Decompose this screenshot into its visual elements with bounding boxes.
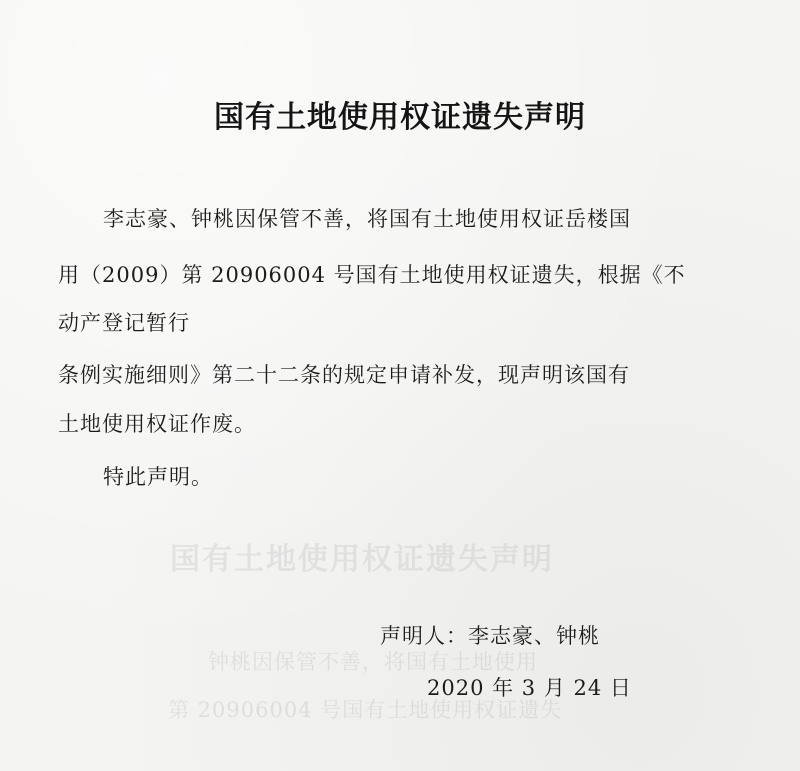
body-line-1: 李志豪、钟桃因保管不善，将国有土地使用权证岳楼国 [103, 207, 631, 231]
body-line-3: 动产登记暂行 [58, 311, 190, 335]
bleed-through-title: 国有土地使用权证遗失声明 [170, 542, 554, 577]
body-line-5: 土地使用权证作废。 [58, 412, 256, 436]
closing-line: 特此声明。 [103, 465, 213, 489]
signatory: 声明人：李志豪、钟桃 [380, 624, 600, 648]
bleed-through-line-1: 钟桃因保管不善，将国有土地使用 [208, 650, 538, 674]
date: 2020 年 3 月 24 日 [427, 676, 632, 700]
body-line-4: 条例实施细则》第二十二条的规定申请补发，现声明该国有 [58, 363, 630, 387]
bleed-through-line-2: 第 20906004 号国有土地使用权证遗失 [168, 698, 563, 722]
document-title: 国有土地使用权证遗失声明 [214, 100, 586, 135]
body-line-2: 用（2009）第 20906004 号国有土地使用权证遗失，根据《不 [58, 263, 686, 287]
